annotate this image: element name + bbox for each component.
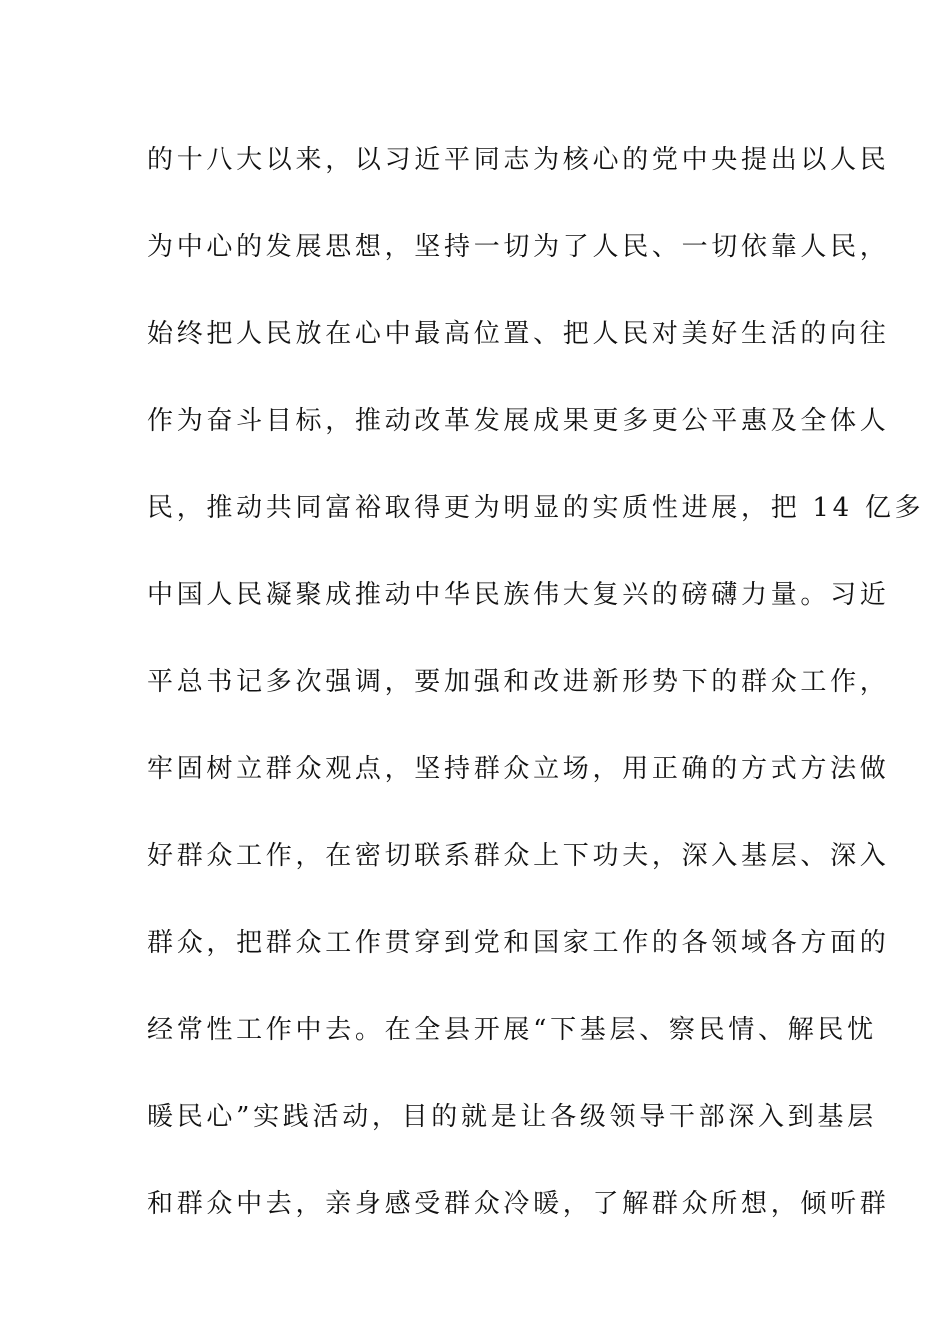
text-line: 经常性工作中去。在全县开展“下基层、察民情、解民忧 (147, 1015, 877, 1045)
text-line: 作为奋斗目标，推动改革发展成果更多更公平惠及全体人 (147, 406, 890, 436)
text-line: 群众，把群众工作贯穿到党和国家工作的各领域各方面的 (147, 928, 890, 958)
text-line: 为中心的发展思想，坚持一切为了人民、一切依靠人民， (147, 232, 890, 262)
text-line: 中国人民凝聚成推动中华民族伟大复兴的磅礴力量。习近 (147, 580, 890, 610)
text-line: 好群众工作，在密切联系群众上下功夫，深入基层、深入 (147, 841, 890, 871)
text-line: 暖民心”实践活动，目的就是让各级领导干部深入到基层 (147, 1102, 877, 1132)
text-line: 平总书记多次强调，要加强和改进新形势下的群众工作， (147, 667, 890, 697)
text-line: 牢固树立群众观点，坚持群众立场，用正确的方式方法做 (147, 754, 890, 784)
text-line: 和群众中去，亲身感受群众冷暖，了解群众所想，倾听群 (147, 1189, 890, 1219)
text-line: 民，推动共同富裕取得更为明显的实质性进展，把 14 亿多 (147, 493, 925, 523)
text-line: 始终把人民放在心中最高位置、把人民对美好生活的向往 (147, 319, 890, 349)
text-line: 的十八大以来，以习近平同志为核心的党中央提出以人民 (147, 145, 890, 175)
body-paragraph (147, 136, 925, 1267)
